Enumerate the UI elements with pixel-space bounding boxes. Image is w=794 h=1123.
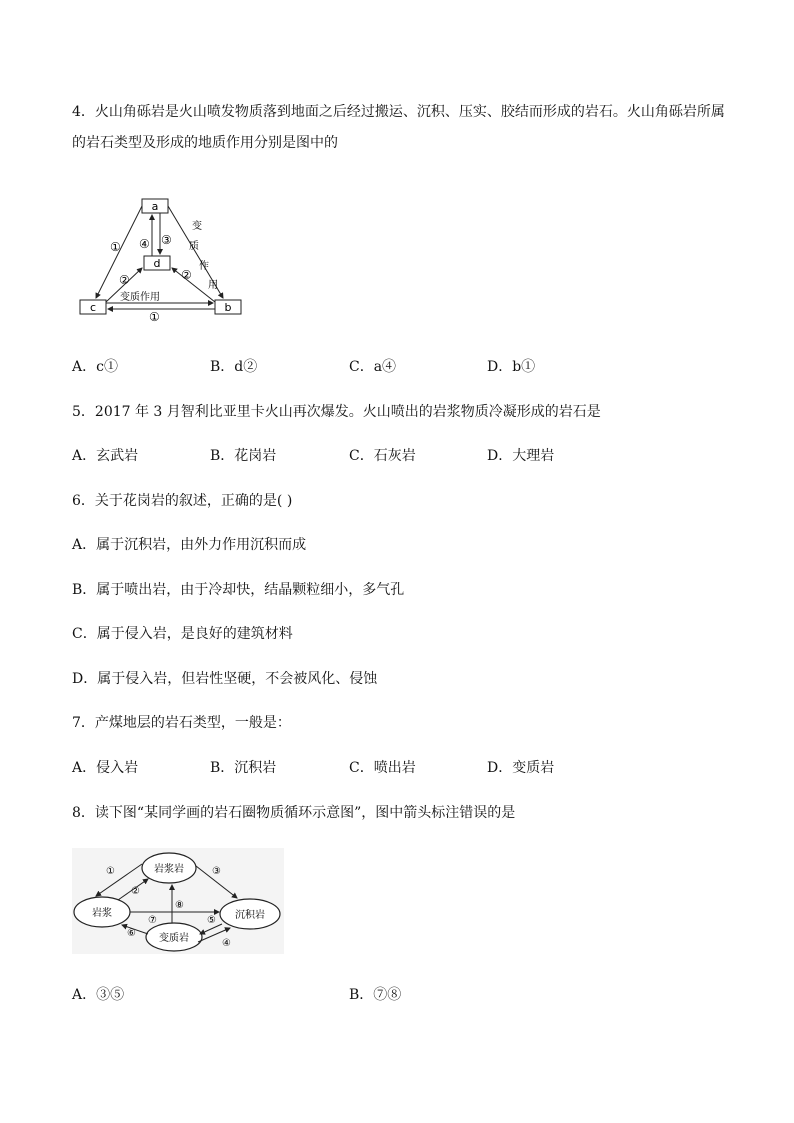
q4-rock-cycle-diagram: [70, 192, 250, 322]
node-sedimentary-rock-label: 沉积岩: [235, 910, 265, 921]
label-4: ④: [139, 237, 150, 251]
label-1-left: ①: [110, 240, 121, 254]
label-3: ③: [161, 233, 172, 247]
q4-option-a[interactable]: A．c①: [72, 359, 118, 375]
box-b-label: b: [224, 301, 232, 314]
num-8: ⑧: [175, 900, 184, 911]
q4-option-c[interactable]: C．a④: [349, 359, 397, 375]
side-label-char-2: 质: [189, 241, 199, 252]
label-2-left: ②: [119, 273, 130, 287]
label-2-right: ②: [181, 268, 192, 282]
q5-option-a[interactable]: A．玄武岩: [72, 448, 139, 464]
q8-option-b[interactable]: B．⑦⑧: [349, 987, 402, 1003]
label-1-bottom: ①: [149, 310, 160, 322]
num-6: ⑥: [127, 928, 136, 939]
box-d-label: d: [153, 257, 161, 270]
q7-option-c[interactable]: C．喷出岩: [349, 760, 416, 776]
q7-stem: 7．产煤地层的岩石类型，一般是：: [72, 715, 291, 731]
side-label-char-3: 作: [199, 261, 209, 272]
q6-stem: 6．关于花岗岩的叙述，正确的是( ): [72, 493, 293, 509]
q8-lithosphere-cycle-diagram: [72, 848, 284, 954]
q7-option-b[interactable]: B．沉积岩: [210, 760, 277, 776]
q6-option-d[interactable]: D．属于侵入岩，但岩性坚硬，不会被风化、侵蚀: [72, 671, 378, 687]
q5-option-c[interactable]: C．石灰岩: [349, 448, 416, 464]
num-1: ①: [106, 866, 115, 877]
side-label-char-1: 变: [192, 221, 202, 232]
num-2: ②: [131, 886, 140, 897]
num-4: ④: [222, 938, 231, 949]
bottom-label: 变质作用: [120, 292, 160, 303]
q4-stem-line2: 的岩石类型及形成的地质作用分别是图中的: [72, 135, 338, 151]
q5-stem: 5．2017 年 3 月智利比亚里卡火山再次爆发。火山喷出的岩浆物质冷凝形成的岩石是: [72, 404, 601, 420]
node-magmatic-rock-label: 岩浆岩: [154, 864, 184, 875]
q6-option-a[interactable]: A．属于沉积岩，由外力作用沉积而成: [72, 537, 307, 553]
q7-option-a[interactable]: A．侵入岩: [72, 760, 139, 776]
num-5: ⑤: [207, 915, 216, 926]
q4-option-d[interactable]: D．b①: [487, 359, 536, 375]
q6-option-c[interactable]: C．属于侵入岩，是良好的建筑材料: [72, 626, 293, 642]
num-7: ⑦: [148, 915, 157, 926]
box-a-label: a: [151, 200, 159, 213]
q8-option-a[interactable]: A．③⑤: [72, 987, 125, 1003]
q4-option-b[interactable]: B．d②: [210, 359, 258, 375]
q5-option-b[interactable]: B．花岗岩: [210, 448, 277, 464]
q8-stem: 8．读下图“某同学画的岩石圈物质循环示意图”，图中箭头标注错误的是: [72, 805, 516, 821]
q5-option-d[interactable]: D．大理岩: [487, 448, 555, 464]
node-metamorphic-rock-label: 变质岩: [159, 933, 189, 944]
box-c-label: c: [89, 301, 97, 314]
q7-option-d[interactable]: D．变质岩: [487, 760, 555, 776]
num-3: ③: [212, 866, 221, 877]
q6-option-b[interactable]: B．属于喷出岩，由于冷却快，结晶颗粒细小，多气孔: [72, 582, 405, 598]
side-label-char-4: 用: [208, 280, 218, 291]
q4-stem-line1: 4．火山角砾岩是火山喷发物质落到地面之后经过搬运、沉积、压实、胶结而形成的岩石。火山角砾岩所属: [72, 104, 725, 120]
node-magma-label: 岩浆: [92, 908, 112, 919]
